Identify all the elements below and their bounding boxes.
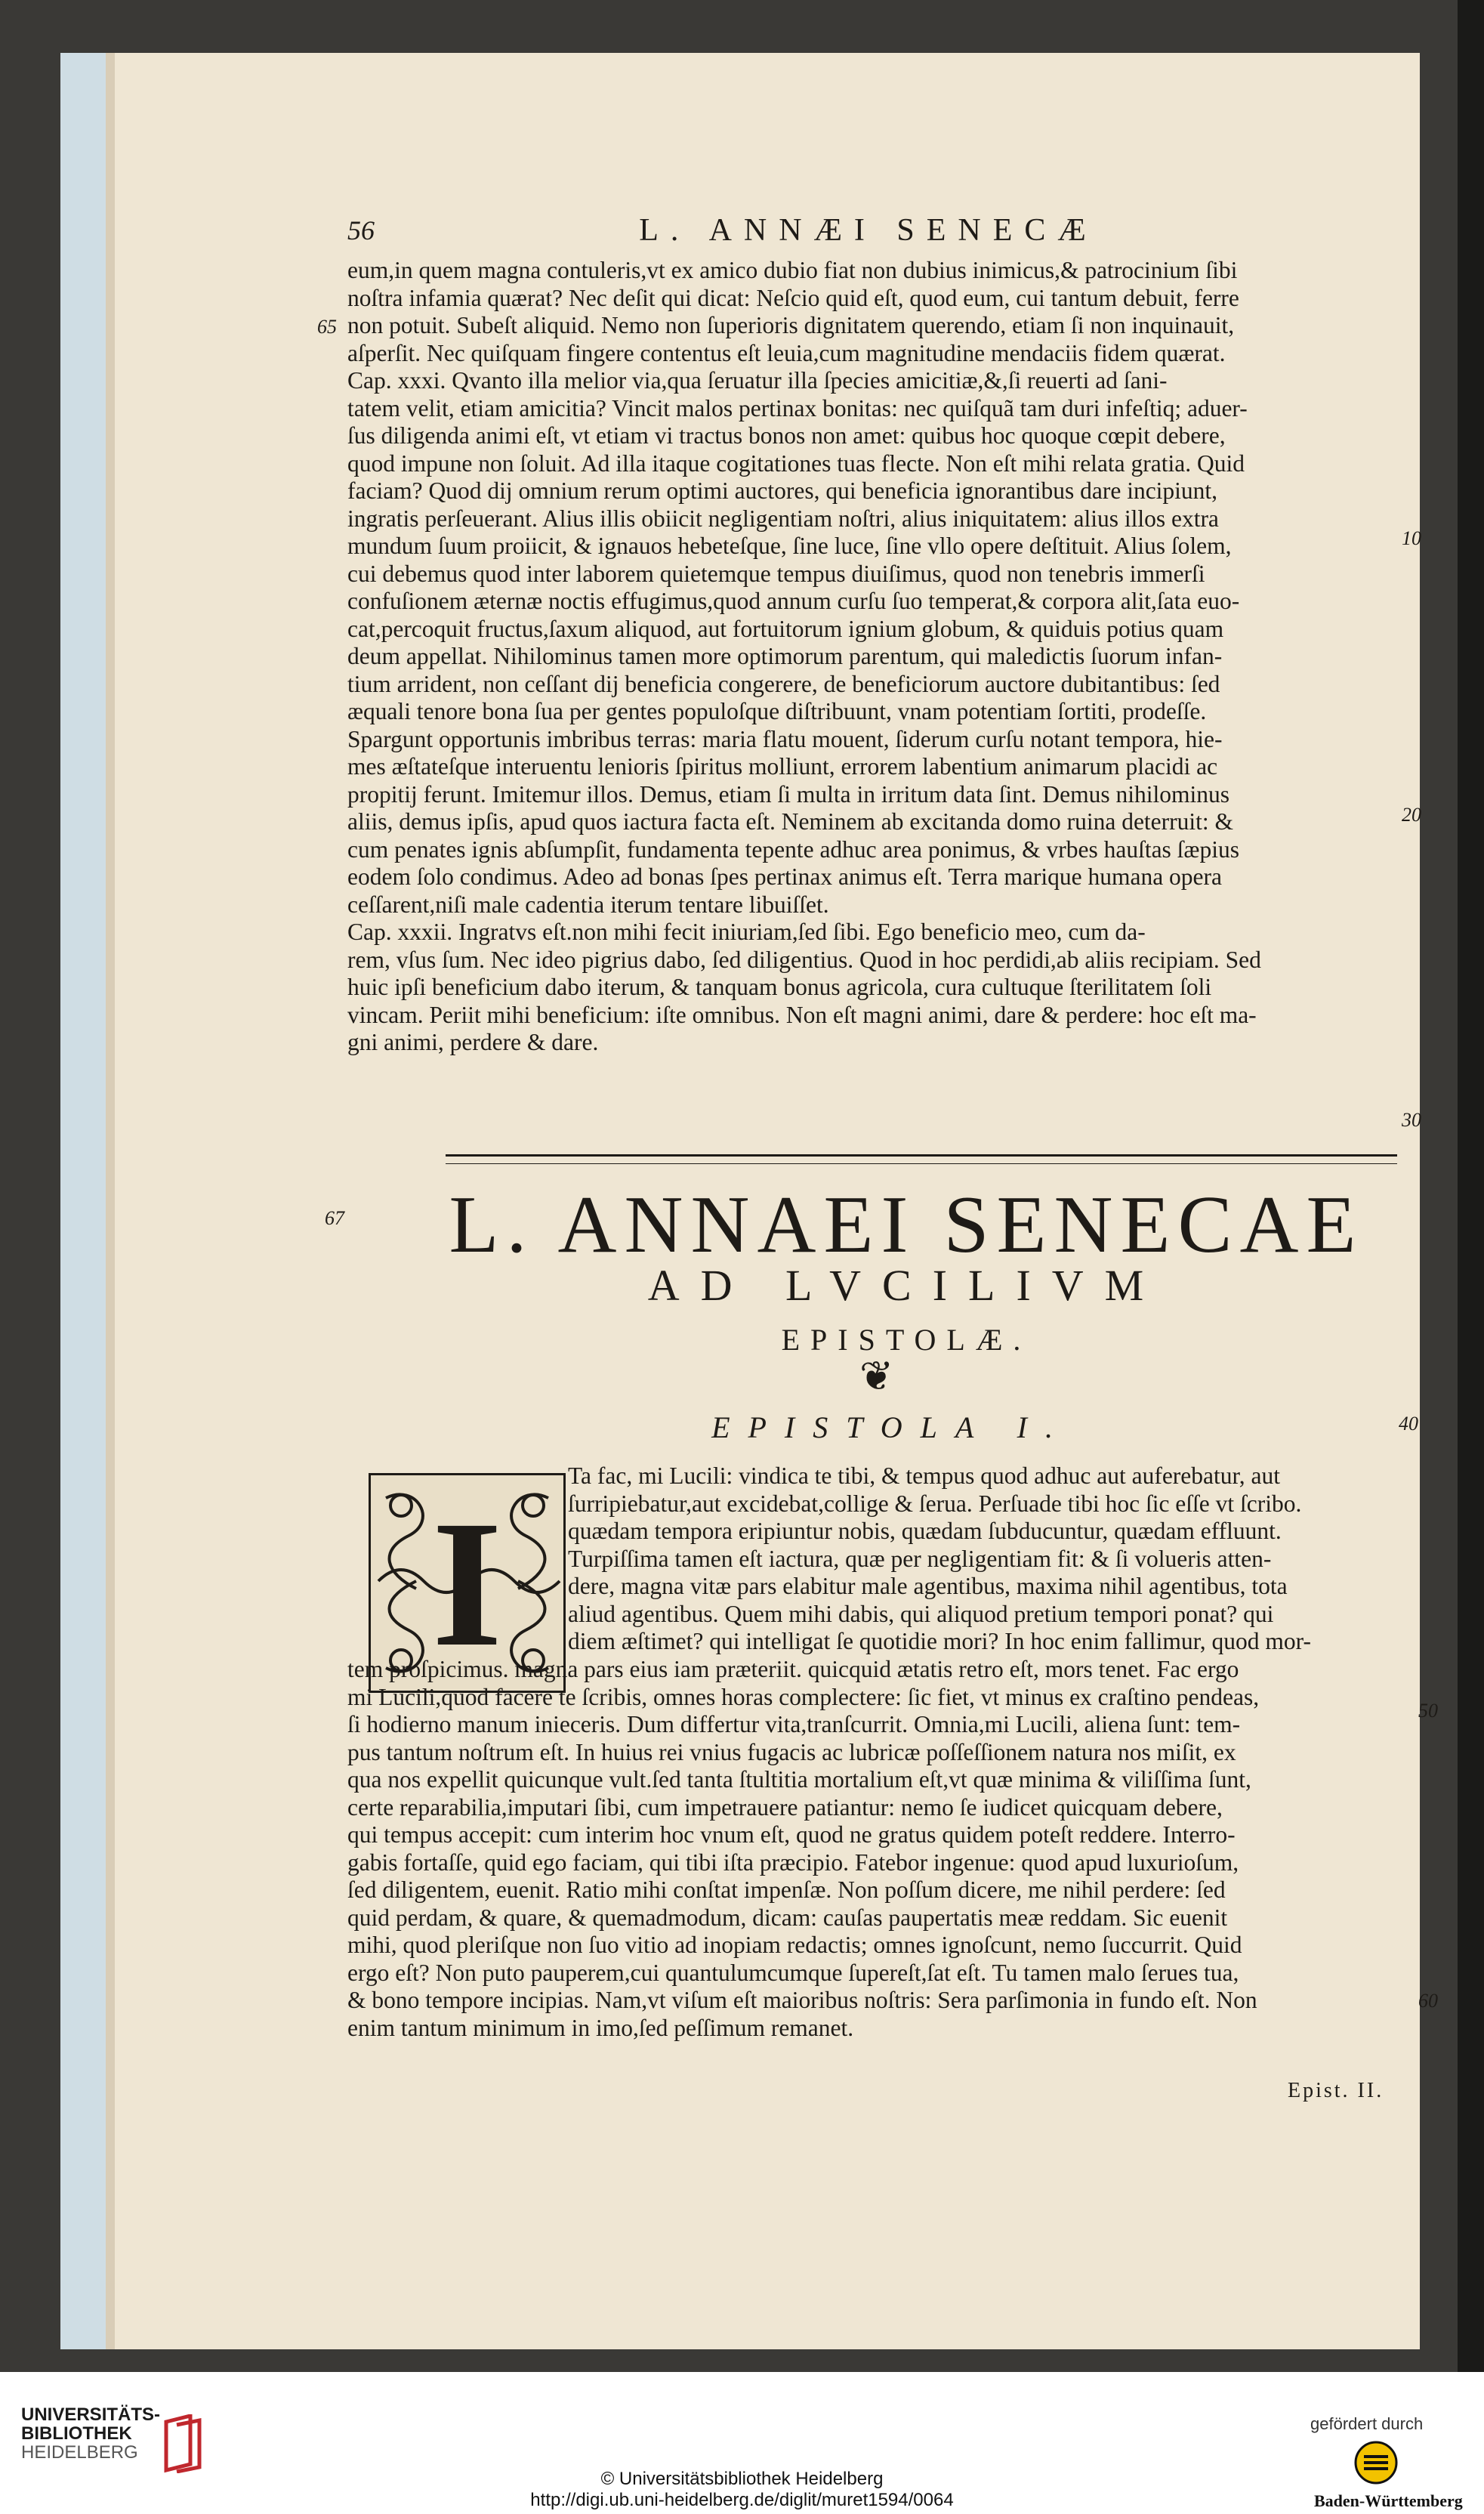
- work-subtitle-epistolae: EPISTOLÆ.: [781, 1323, 1032, 1357]
- letter-body-line: qua nos expellit quicunque vult.ſed tanta ſtultitia mortalium eſt,vt quæ minima & viliſſima ſunt,: [347, 1766, 1251, 1793]
- section1-line: Spargunt opportunis imbribus terras: maria flatu mouent, ſiderum curſu notant tempora, hie-: [347, 725, 1223, 752]
- section1-line: mes æſtateſque interuentu lenioris ſpiritus molliunt, errorem labentium animarum placidi ac: [347, 753, 1218, 780]
- section1-line: eum,in quem magna contuleris,vt ex amico dubio fiat non dubius inimicus,& patrocinium ſibi: [347, 257, 1238, 283]
- permalink[interactable]: http://digi.ub.uni-heidelberg.de/diglit/muret1594/0064: [530, 2490, 954, 2510]
- page-binding-edge: [60, 53, 108, 2349]
- page-gutter: [106, 53, 115, 2349]
- line-number-67: 67: [325, 1207, 344, 1229]
- letter-body-line: mihi, quod pleriſque non ſuo vitio ad inopiam redactis; omnes ignoſcunt, nemo ſuccurrit. Quid: [347, 1932, 1242, 1958]
- state-coat-of-arms-icon: [1353, 2440, 1399, 2485]
- work-title: L. ANNAEI SENECAE: [449, 1180, 1364, 1270]
- section1-line: ceſſarent,niſi male cadentia iterum tentare libuiſſet.: [347, 891, 829, 918]
- section1-line: Cap. xxxi. Qvanto illa melior via,qua ſeruatur illa ſpecies amicitiæ,&,ſi reuerti ad ſani-: [347, 367, 1168, 394]
- letter-body-line: quid perdam, & quare, & quemadmodum, dicam: cauſas paupertatis meæ reddam. Sic euenit: [347, 1904, 1228, 1931]
- line-number-60: 60: [1418, 1990, 1438, 2012]
- line-number-10: 10: [1402, 527, 1421, 549]
- letter-opening-line: Ta fac, mi Lucili: vindica te tibi, & tempus quod adhuc aut auferebatur, aut: [568, 1462, 1280, 1489]
- section1-line: confuſionem æternæ noctis effugimus,quod annum curſu ſuo temperat,& corpora alit,ſata euo-: [347, 588, 1240, 614]
- letter-heading: EPISTOLA I.: [711, 1410, 1071, 1444]
- section1-line: gni animi, perdere & dare.: [347, 1029, 599, 1055]
- letter-body-line: ſi hodierno manum inieceris. Dum differtur vita,tranſcurrit. Omnia,mi Lucili, aliena ſunt: tem-: [347, 1711, 1241, 1737]
- section1-line: non potuit. Subeſt aliquid. Nemo non ſuperioris dignitatem querendo, etiam ſi non inquinauit,: [347, 312, 1235, 338]
- section1-line: aliis, demus ipſis, apud quos iactura facta eſt. Neminem ab excitanda domo ruina deterruit: &: [347, 808, 1234, 835]
- letter-body-line: gabis fortaſſe, quid ego faciam, qui tibi iſta præcipio. Fatebor ingenue: quod apud luxurioſum,: [347, 1848, 1239, 1876]
- line-number-40: 40: [1399, 1413, 1418, 1435]
- library-name-line1: UNIVERSITÄTS-: [21, 2404, 161, 2425]
- section1-line: ingratis perſeuerant. Alius illis obiicit negligentiam noſtri, alius iniquitatem: alius illos extra: [347, 505, 1219, 532]
- letter-body-line: & bono tempore incipias. Nam,vt viſum eſt maioribus noſtris: Sera parſimonia in fundo eſt. Non: [347, 1987, 1257, 2013]
- letter-opening-line: dere, magna vitæ pars elabitur male agentibus, maxima nihil agentibus, tota: [568, 1573, 1288, 1599]
- section-text-cap-xxxi: [347, 257, 1390, 1057]
- section1-line: æquali tenore bona ſua per gentes populoſque diſtribuunt, vnam potentiam ſortiti, prodeſſe.: [347, 698, 1207, 724]
- letter-body-line: mi Lucili,quod facere te ſcribis, omnes horas complectere: ſic fiet, vt minus ex craſtino pendeas,: [347, 1683, 1260, 1710]
- divider-rule-thin: [446, 1163, 1397, 1164]
- letter-opening-line: quædam tempora eripiuntur nobis, quædam ſubducuntur, quædam effluunt.: [568, 1518, 1282, 1544]
- section1-line: noſtra infamia quærat? Nec deſit qui dicat: Neſcio quid eſt, quod eum, cui tantum debuit, ferre: [347, 284, 1239, 311]
- section1-line: rem, vſus ſum. Nec ideo pigrius dabo, ſed diligentius. Quod in hoc perdidi,ab aliis recipiam. Sed: [347, 946, 1261, 973]
- section1-line: ſus diligenda animi eſt, vt etiam vi tractus bonos non amet: quibus hoc quoque cœpit debere,: [347, 422, 1226, 449]
- letter-opening-line: aliud agentibus. Quem mihi dabis, qui aliquod pretium tempori ponat? qui: [568, 1600, 1274, 1627]
- line-number-50: 50: [1418, 1700, 1438, 1722]
- work-subtitle: AD LVCILIVM: [647, 1261, 1165, 1310]
- letter-body-line: ergo eſt? Non puto pauperem,cui quantulumcumque ſupereſt,ſat eſt. Tu tamen malo ſerues tua,: [347, 1959, 1239, 1986]
- letter-opening-line: ſurripiebatur,aut excidebat,collige & ſerua. Perſuade tibi hoc ſic eſſe vt ſcribo.: [568, 1490, 1302, 1517]
- section1-line: mundum ſuum proiicit, & ignauos hebeteſque, ſine luce, ſine vllo opere deſtituit. Alius ſolem,: [347, 533, 1232, 559]
- library-name-line2: BIBLIOTHEK: [21, 2423, 132, 2444]
- letter-opening-line: diem æſtimet? qui intelligat ſe quotidie mori? In hoc enim fallimur, quod mor-: [568, 1628, 1312, 1654]
- letter-body-text: [347, 1656, 1390, 2042]
- section1-line: cat,percoquit fructus,ſaxum aliquod, aut fortuitorum ignium globum, & quiduis potius quam: [347, 615, 1224, 642]
- section1-line: deum appellat. Nihilominus tamen more optimorum parentum, qui maledictis ſuorum infan-: [347, 643, 1223, 669]
- letter-body-line: qui tempus accepit: cum interim hoc vnum eſt, quod ne gratus quidem poteſt reddere. Interro-: [347, 1821, 1236, 1848]
- page-number: 56: [347, 215, 375, 246]
- funding-label: gefördert durch: [1310, 2414, 1424, 2433]
- line-number-20: 20: [1402, 804, 1421, 826]
- section1-line: faciam? Quod dij omnium rerum optimi auctores, qui beneficia ignorantibus dare incipiunt,: [347, 477, 1218, 504]
- letter-body-line: tem proſpicimus. magna pars eius iam præteriit. quicquid ætatis retro eſt, mors tenet. Fac ergo: [347, 1656, 1239, 1682]
- library-mark-icon: [160, 2414, 205, 2473]
- copyright-notice: © Universitätsbibliothek Heidelberg: [600, 2469, 884, 2489]
- letter-body-line: certe reparabilia,imputari ſibi, cum impetrauere patiantur: nemo ſe iudicet quicquam debere,: [347, 1793, 1223, 1821]
- section1-line: tatem velit, etiam amicitia? Vincit malos pertinax bonitas: nec quiſquã tam duri infeſtiq; aduer-: [347, 394, 1248, 422]
- letter-body-line: pus tantum noſtrum eſt. In huius rei vnius fugacis ac lubricæ poſſeſſionem natura nos miſit, ex: [347, 1738, 1236, 1765]
- catchword: Epist. II.: [1288, 2079, 1384, 2102]
- letter-body-line: ſed diligentem, euenit. Ratio mihi conſtat impenſæ. Non poſſum dicere, me nihil perdere: ſed: [347, 1876, 1226, 1903]
- running-title: L. ANNÆI SENECÆ: [639, 213, 1098, 248]
- line-number-65: 65: [317, 316, 337, 338]
- letter-opening-line: Turpiſſima tamen eſt iactura, quæ per negligentiam fit: & ſi volueris atten-: [568, 1545, 1272, 1572]
- divider-rule: [446, 1154, 1397, 1157]
- section1-line: quod impune non ſoluit. Ad illa itaque cogitationes tuas flecte. Non eſt mihi relata gratia. Quid: [347, 449, 1245, 477]
- section1-line: cui debemus quod inter laborem quietemque tempus diuiſimus, quod non tenebris immerſi: [347, 560, 1205, 587]
- page-header: [347, 210, 1390, 251]
- section1-line: vincam. Periit mihi beneficium: iſte omnibus. Non eſt magni animi, dare & perdere: hoc eſt ma-: [347, 1001, 1257, 1028]
- funder-name: Baden-Württemberg: [1314, 2491, 1463, 2510]
- section1-line: propitij ferunt. Imitemur illos. Demus, etiam ſi multa in irritum data ſint. Demus nihilominus: [347, 780, 1229, 808]
- initial-letter: I: [431, 1482, 503, 1684]
- library-logo[interactable]: [21, 2405, 160, 2462]
- section1-line: eodem ſolo condimus. Adeo ad bonas ſpes pertinax animus eſt. Terra marique humana opera: [347, 863, 1223, 890]
- library-name-line3: HEIDELBERG: [21, 2442, 138, 2463]
- section1-line: Cap. xxxii. Ingratvs eſt.non mihi fecit iniuriam,ſed ſibi. Ego beneficio meo, cum da-: [347, 919, 1146, 945]
- section1-line: cum penates ignis abſumpſit, fundamenta tepente adhuc area ponimus, & vrbes hauſtas ſæpius: [347, 835, 1239, 863]
- scan-edge: [1458, 0, 1484, 2372]
- ornament-fleuron: ❦: [859, 1352, 894, 1400]
- line-number-30: 30: [1402, 1109, 1421, 1131]
- section1-line: aſperſit. Nec quiſquam fingere contentus eſt leuia,cum magnitudine mendaciis fidem quærat.: [347, 339, 1226, 366]
- letter-body-line: enim tantum minimum in imo,ſed peſſimum remanet.: [347, 2014, 854, 2041]
- section1-line: huic ipſi beneficium dabo iterum, & tanquam bonus agricola, cura cultuque ſterilitatem ſoli: [347, 974, 1212, 1000]
- letter-opening-text: [568, 1462, 1399, 1656]
- section1-line: tium arrident, non ceſſant dij beneficia congerere, de beneficiorum auctore dubitantibus: ſed: [347, 670, 1220, 697]
